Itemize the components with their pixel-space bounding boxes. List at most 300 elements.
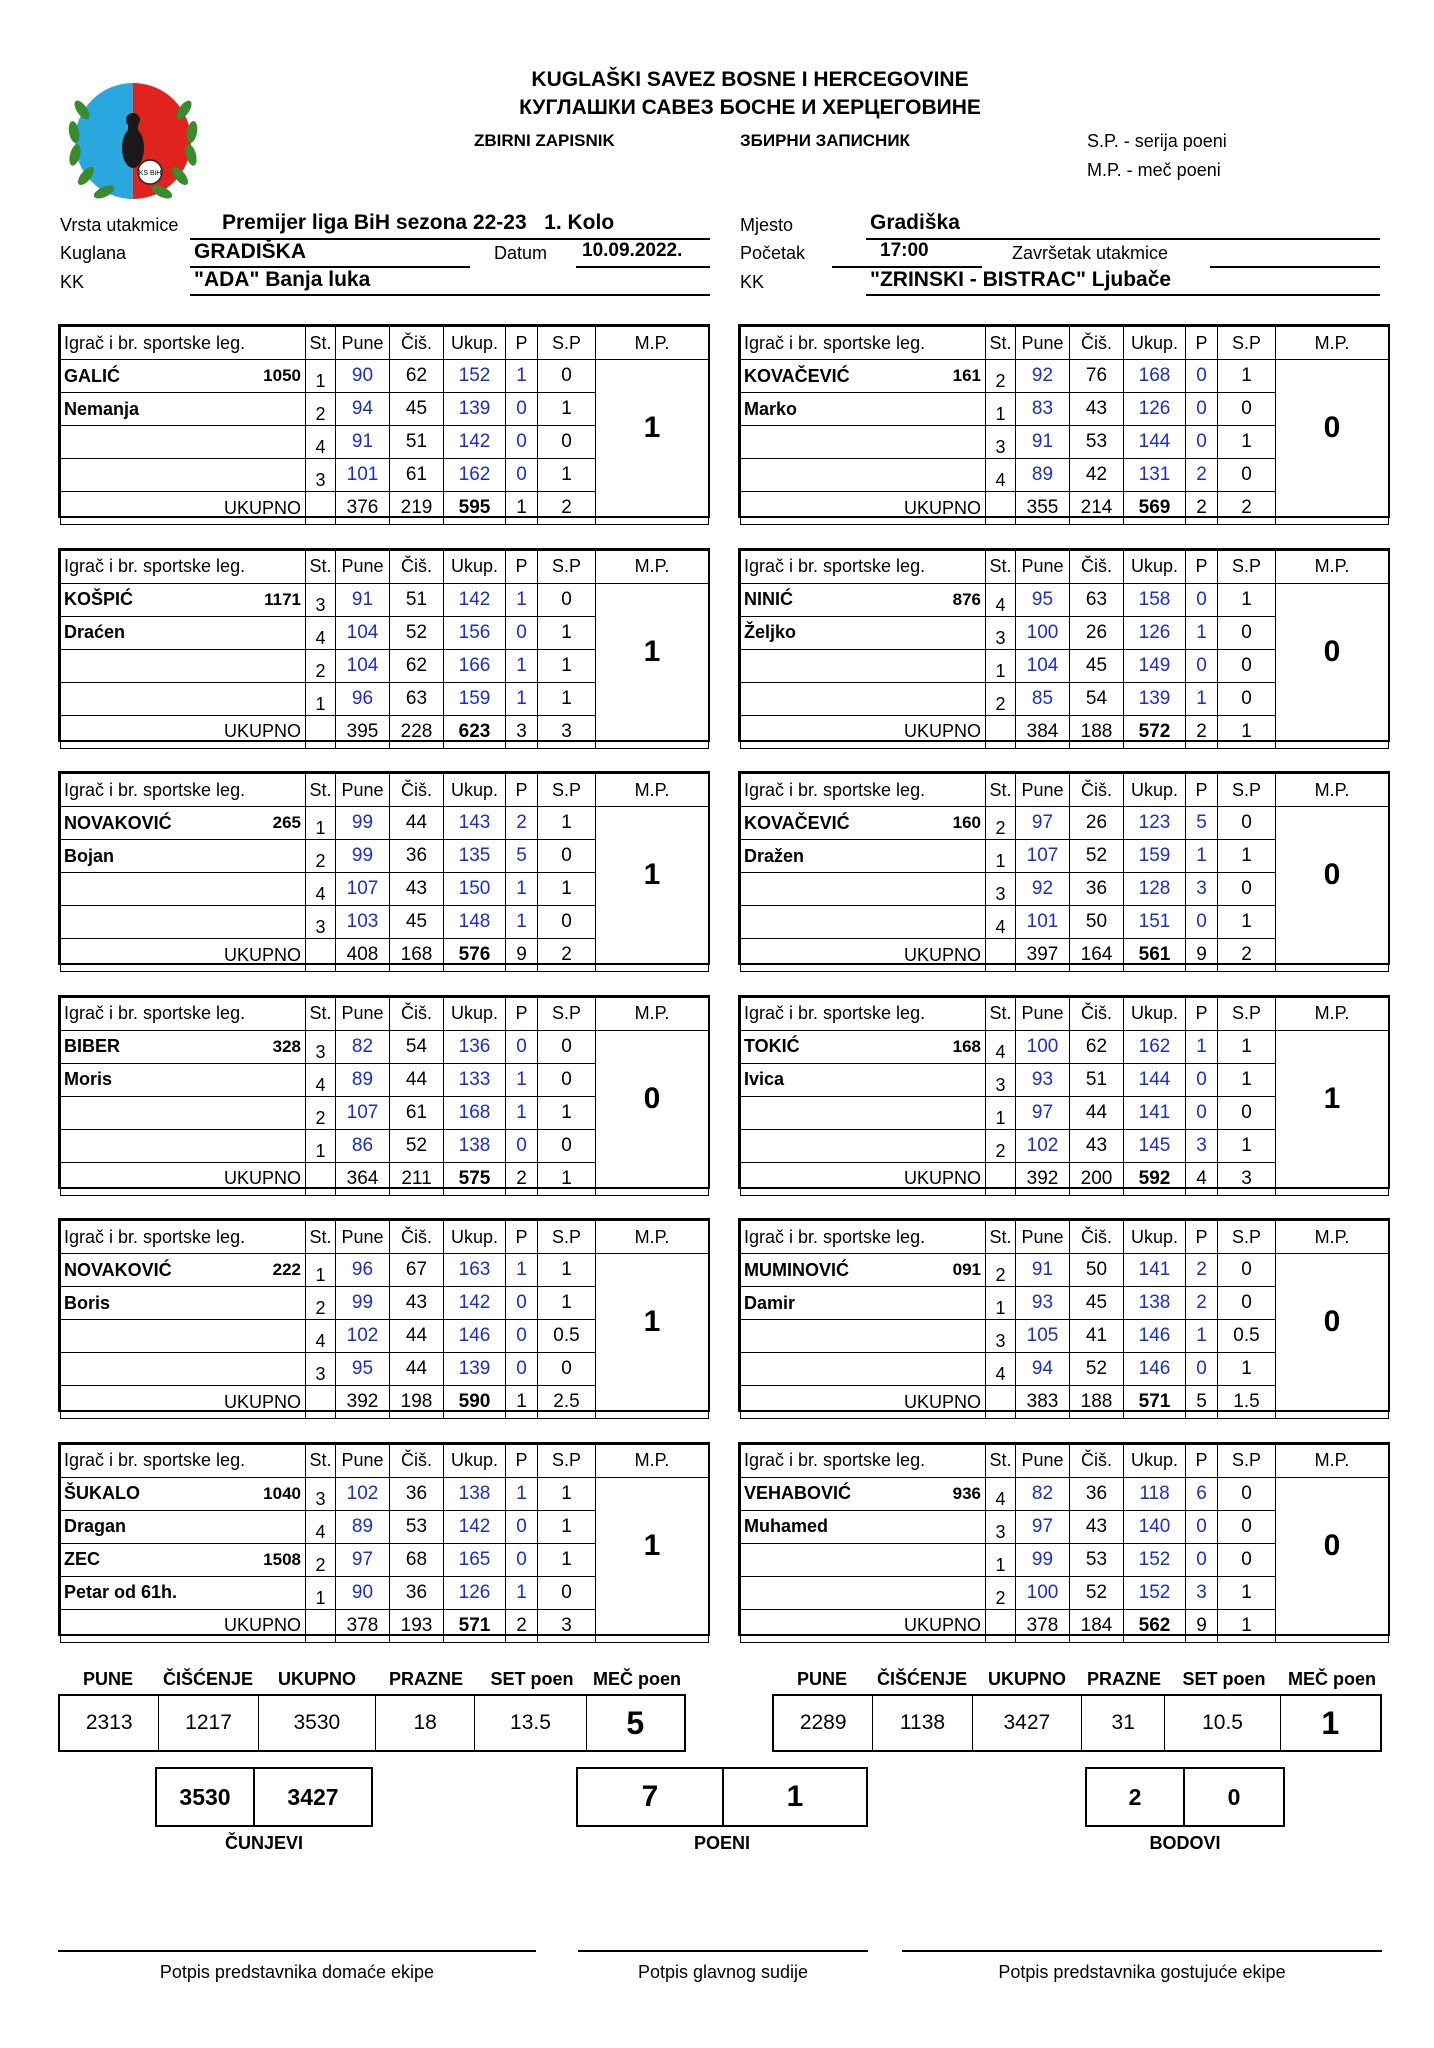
ukupno-label: UKUPNO — [61, 939, 306, 972]
total-pune: 384 — [1016, 715, 1070, 748]
mp-value: 1 — [596, 360, 709, 525]
sp-value: 1 — [1218, 1129, 1276, 1162]
col-header: Čiš. — [390, 1221, 444, 1254]
p-value: 0 — [506, 459, 538, 492]
lane-number: 4 — [986, 1030, 1016, 1063]
sp-value: 0 — [1218, 1287, 1276, 1320]
legend-sp: S.P. - serija poeni — [1087, 131, 1227, 151]
p-value: 0 — [506, 426, 538, 459]
sp-value: 1 — [1218, 1030, 1276, 1063]
ukup-value: 140 — [1124, 1510, 1186, 1543]
ukupno-label: UKUPNO — [61, 1386, 306, 1419]
ukupno-label: UKUPNO — [741, 939, 986, 972]
poeni-label: POENI — [693, 1833, 750, 1853]
ukup-value: 141 — [1124, 1254, 1186, 1287]
federation-logo — [62, 70, 204, 212]
cis-value: 45 — [1070, 649, 1124, 682]
player-block-home-3 — [58, 771, 710, 965]
mp-value: 1 — [1276, 1030, 1389, 1195]
signature-home: Potpis predstavnika domaće ekipe — [159, 1962, 435, 1982]
col-header: Pune — [336, 774, 390, 807]
col-header: Ukup. — [1124, 997, 1186, 1030]
player-surname: KOVAČEVIĆ 160 — [741, 807, 986, 840]
total-ukup: 571 — [1124, 1386, 1186, 1419]
license-number: 091 — [952, 1260, 981, 1279]
player-firstname: Draćen — [61, 616, 306, 649]
total-ukup: 595 — [444, 492, 506, 525]
sp-value: 0 — [1218, 682, 1276, 715]
signature-away: Potpis predstavnika gostujuće ekipe — [998, 1962, 1286, 1982]
p-value: 0 — [506, 1030, 538, 1063]
totals-box-home — [58, 1694, 686, 1752]
mp-value: 0 — [1276, 583, 1389, 748]
p-value: 1 — [506, 1576, 538, 1609]
cis-value: 26 — [1070, 807, 1124, 840]
total-sp: 2.5 — [538, 1386, 596, 1419]
sp-value: 0 — [538, 1129, 596, 1162]
total-blank — [986, 715, 1016, 748]
lane-number: 2 — [986, 1254, 1016, 1287]
col-header: Igrač i br. sportske leg. — [61, 774, 306, 807]
license-number: 1171 — [264, 589, 301, 609]
lane-number: 4 — [306, 873, 336, 906]
col-header: Igrač i br. sportske leg. — [741, 327, 986, 360]
mp-value: 0 — [1276, 1477, 1389, 1642]
total-pune: 376 — [336, 492, 390, 525]
p-value: 0 — [1186, 426, 1218, 459]
col-header: P — [1186, 1444, 1218, 1477]
lane-number: 1 — [986, 1543, 1016, 1576]
player-block-home-1 — [58, 324, 710, 518]
name-empty — [61, 1129, 306, 1162]
col-header: Ukup. — [1124, 1221, 1186, 1254]
lane-number: 1 — [986, 1287, 1016, 1320]
sp-value: 0 — [538, 360, 596, 393]
totals-label-away: PUNE — [796, 1669, 847, 1689]
col-header: Pune — [1016, 997, 1070, 1030]
player-surname: KOŠPIĆ 1171 — [61, 583, 306, 616]
pune-value: 101 — [1016, 906, 1070, 939]
total-cis: 193 — [390, 1609, 444, 1642]
cis-value: 50 — [1070, 1254, 1124, 1287]
cis-value: 53 — [1070, 426, 1124, 459]
total-blank — [986, 1162, 1016, 1195]
pune-value: 102 — [336, 1477, 390, 1510]
ukup-value: 163 — [444, 1254, 506, 1287]
p-value: 1 — [1186, 1030, 1218, 1063]
ukup-value: 142 — [444, 1287, 506, 1320]
col-header: Ukup. — [1124, 550, 1186, 583]
total-blank — [306, 939, 336, 972]
p-value: 5 — [506, 840, 538, 873]
col-header: Igrač i br. sportske leg. — [61, 327, 306, 360]
total-p: 1 — [506, 492, 538, 525]
cis-value: 61 — [390, 1096, 444, 1129]
lane-number: 2 — [306, 393, 336, 426]
total-sp: 1 — [1218, 1609, 1276, 1642]
cis-value: 76 — [1070, 360, 1124, 393]
player-block-away-1 — [738, 324, 1390, 518]
cunjevi-box — [155, 1767, 373, 1827]
total-p: 9 — [1186, 939, 1218, 972]
col-header: S.P — [538, 997, 596, 1030]
col-header: Igrač i br. sportske leg. — [61, 997, 306, 1030]
pune-value: 91 — [1016, 426, 1070, 459]
p-value: 0 — [1186, 360, 1218, 393]
name-empty — [741, 1353, 986, 1386]
totals-box-away — [772, 1694, 1382, 1752]
p-value: 1 — [506, 583, 538, 616]
totals-value-away: 1138 — [873, 1696, 972, 1750]
ukup-value: 136 — [444, 1030, 506, 1063]
substitute-surname: ZEC 1508 — [61, 1543, 306, 1576]
name-empty — [61, 459, 306, 492]
total-sp: 3 — [538, 715, 596, 748]
total-blank — [986, 1386, 1016, 1419]
lane-number: 3 — [306, 1030, 336, 1063]
ukup-value: 145 — [1124, 1129, 1186, 1162]
totals-value-away: 3427 — [973, 1696, 1082, 1750]
total-sp: 3 — [538, 1609, 596, 1642]
col-header: Pune — [336, 550, 390, 583]
lane-number: 2 — [986, 1576, 1016, 1609]
sp-value: 0 — [1218, 649, 1276, 682]
totals-label-home: SET poen — [490, 1669, 574, 1689]
col-header: St. — [986, 550, 1016, 583]
ukup-value: 152 — [1124, 1543, 1186, 1576]
totals-value-home: 18 — [376, 1696, 475, 1750]
total-sp: 2 — [538, 492, 596, 525]
ukup-value: 142 — [444, 426, 506, 459]
totals-value-home: 1217 — [159, 1696, 258, 1750]
sp-value: 1 — [538, 1510, 596, 1543]
name-empty — [61, 649, 306, 682]
total-blank — [306, 1609, 336, 1642]
sp-value: 0 — [1218, 807, 1276, 840]
ukup-value: 133 — [444, 1063, 506, 1096]
cis-value: 26 — [1070, 616, 1124, 649]
name-empty — [61, 873, 306, 906]
name-empty — [741, 682, 986, 715]
cis-value: 51 — [390, 426, 444, 459]
ukup-value: 150 — [444, 873, 506, 906]
sp-value: 1 — [538, 1287, 596, 1320]
col-header: Pune — [1016, 1444, 1070, 1477]
col-header: M.P. — [596, 1221, 709, 1254]
pune-value: 92 — [1016, 360, 1070, 393]
cis-value: 45 — [390, 906, 444, 939]
name-empty — [741, 426, 986, 459]
name-empty — [741, 873, 986, 906]
p-value: 0 — [506, 1353, 538, 1386]
cis-value: 52 — [390, 616, 444, 649]
col-header: St. — [986, 997, 1016, 1030]
player-block-home-4 — [58, 995, 710, 1189]
sp-value: 0 — [1218, 1477, 1276, 1510]
ukup-value: 144 — [1124, 426, 1186, 459]
totals-value-home: 2313 — [60, 1696, 159, 1750]
sp-value: 0 — [538, 906, 596, 939]
pune-value: 90 — [336, 1576, 390, 1609]
bodovi-label: BODOVI — [1149, 1833, 1221, 1853]
pune-value: 90 — [336, 360, 390, 393]
bodovi-home: 2 — [1087, 1769, 1185, 1825]
lane-number: 1 — [306, 360, 336, 393]
ukupno-label: UKUPNO — [61, 1162, 306, 1195]
ukupno-label: UKUPNO — [741, 492, 986, 525]
lane-number: 4 — [306, 1063, 336, 1096]
p-value: 1 — [506, 906, 538, 939]
player-firstname: Dražen — [741, 840, 986, 873]
lane-number: 1 — [306, 682, 336, 715]
mp-value: 1 — [596, 1254, 709, 1419]
ukup-value: 148 — [444, 906, 506, 939]
total-cis: 219 — [390, 492, 444, 525]
pune-value: 91 — [1016, 1254, 1070, 1287]
cis-value: 36 — [390, 1477, 444, 1510]
player-surname: NINIĆ 876 — [741, 583, 986, 616]
col-header: P — [506, 550, 538, 583]
col-header: S.P — [538, 327, 596, 360]
mp-value: 0 — [596, 1030, 709, 1195]
lane-number: 3 — [986, 1063, 1016, 1096]
col-header: St. — [306, 550, 336, 583]
name-empty — [741, 1096, 986, 1129]
total-sp: 1.5 — [1218, 1386, 1276, 1419]
col-header: Ukup. — [444, 550, 506, 583]
sp-value: 1 — [1218, 906, 1276, 939]
totals-label-away: ČIŠĆENJE — [876, 1669, 968, 1689]
pocetak-value: 17:00 — [880, 240, 929, 261]
pune-value: 92 — [1016, 873, 1070, 906]
lane-number: 3 — [986, 1320, 1016, 1353]
col-header: Ukup. — [444, 997, 506, 1030]
total-pune: 397 — [1016, 939, 1070, 972]
pune-value: 95 — [336, 1353, 390, 1386]
pune-value: 100 — [1016, 616, 1070, 649]
cis-value: 36 — [1070, 873, 1124, 906]
ukup-value: 142 — [444, 1510, 506, 1543]
license-number: 222 — [272, 1260, 301, 1279]
col-header: Igrač i br. sportske leg. — [741, 774, 986, 807]
col-header: Igrač i br. sportske leg. — [741, 1221, 986, 1254]
mp-value: 0 — [1276, 360, 1389, 525]
lane-number: 3 — [986, 873, 1016, 906]
ukup-value: 135 — [444, 840, 506, 873]
col-header: M.P. — [596, 774, 709, 807]
cis-value: 53 — [1070, 1543, 1124, 1576]
cis-value: 43 — [1070, 1510, 1124, 1543]
player-block-away-6 — [738, 1442, 1390, 1636]
cis-value: 36 — [390, 1576, 444, 1609]
ukup-value: 159 — [444, 682, 506, 715]
p-value: 2 — [1186, 1287, 1218, 1320]
sp-value: 0.5 — [1218, 1320, 1276, 1353]
poeni-box — [576, 1767, 868, 1827]
total-p: 1 — [506, 1386, 538, 1419]
pune-value: 83 — [1016, 393, 1070, 426]
col-header: Pune — [336, 327, 390, 360]
p-value: 0 — [1186, 1063, 1218, 1096]
col-header: M.P. — [596, 550, 709, 583]
col-header: Čiš. — [1070, 327, 1124, 360]
lane-number: 3 — [306, 583, 336, 616]
subtitle-cyrillic: ЗБИРНИ ЗАПИСНИК — [740, 131, 910, 150]
col-header: P — [1186, 550, 1218, 583]
col-header: Čiš. — [390, 1444, 444, 1477]
total-cis: 211 — [390, 1162, 444, 1195]
total-sp: 1 — [1218, 715, 1276, 748]
pune-value: 85 — [1016, 682, 1070, 715]
ukup-value: 146 — [1124, 1320, 1186, 1353]
bodovi-box — [1085, 1767, 1285, 1827]
cis-value: 62 — [390, 649, 444, 682]
col-header: Pune — [1016, 327, 1070, 360]
ukupno-label: UKUPNO — [61, 492, 306, 525]
kk-away-label: KK — [740, 272, 765, 292]
lane-number: 2 — [306, 1287, 336, 1320]
sp-value: 0 — [538, 840, 596, 873]
ukup-value: 131 — [1124, 459, 1186, 492]
total-blank — [986, 492, 1016, 525]
ukup-value: 143 — [444, 807, 506, 840]
pune-value: 91 — [336, 583, 390, 616]
ukup-value: 162 — [1124, 1030, 1186, 1063]
p-value: 1 — [1186, 682, 1218, 715]
totals-label-home: UKUPNO — [277, 1669, 356, 1689]
col-header: Čiš. — [1070, 997, 1124, 1030]
sp-value: 0 — [538, 1576, 596, 1609]
lane-number: 2 — [986, 360, 1016, 393]
col-header: Ukup. — [444, 1444, 506, 1477]
col-header: M.P. — [596, 327, 709, 360]
sp-value: 1 — [538, 616, 596, 649]
legend-mp: M.P. - meč poeni — [1087, 160, 1221, 180]
license-number: 876 — [952, 589, 981, 609]
name-empty — [61, 682, 306, 715]
mp-value: 0 — [1276, 807, 1389, 972]
zavrsetak-label: Završetak utakmice — [1012, 243, 1169, 263]
sp-value: 0 — [1218, 616, 1276, 649]
ukup-value: 144 — [1124, 1063, 1186, 1096]
sp-value: 1 — [538, 1543, 596, 1576]
total-sp: 2 — [538, 939, 596, 972]
lane-number: 3 — [306, 459, 336, 492]
total-sp: 2 — [1218, 939, 1276, 972]
total-p: 2 — [506, 1609, 538, 1642]
sp-value: 0 — [1218, 1096, 1276, 1129]
pune-value: 102 — [1016, 1129, 1070, 1162]
lane-number: 4 — [986, 906, 1016, 939]
totals-value-home: 5 — [626, 1704, 645, 1741]
col-header: S.P — [538, 774, 596, 807]
col-header: S.P — [538, 1444, 596, 1477]
p-value: 1 — [1186, 616, 1218, 649]
p-value: 1 — [506, 1254, 538, 1287]
total-pune: 408 — [336, 939, 390, 972]
sp-value: 1 — [1218, 1063, 1276, 1096]
lane-number: 1 — [306, 1129, 336, 1162]
total-cis: 188 — [1070, 1386, 1124, 1419]
pocetak-label: Početak — [740, 243, 806, 263]
lane-number: 1 — [306, 807, 336, 840]
pune-value: 91 — [336, 426, 390, 459]
p-value: 2 — [1186, 459, 1218, 492]
total-blank — [986, 1609, 1016, 1642]
player-firstname: Nemanja — [61, 393, 306, 426]
ukup-value: 126 — [1124, 393, 1186, 426]
lane-number: 3 — [986, 426, 1016, 459]
ukup-value: 158 — [1124, 583, 1186, 616]
col-header: Pune — [336, 1221, 390, 1254]
ukupno-label: UKUPNO — [741, 715, 986, 748]
player-surname: KOVAČEVIĆ 161 — [741, 360, 986, 393]
ukup-value: 138 — [444, 1129, 506, 1162]
p-value: 2 — [1186, 1254, 1218, 1287]
lane-number: 1 — [986, 393, 1016, 426]
pune-value: 99 — [1016, 1543, 1070, 1576]
ukup-value: 149 — [1124, 649, 1186, 682]
lane-number: 2 — [306, 840, 336, 873]
cis-value: 43 — [390, 1287, 444, 1320]
col-header: P — [506, 1444, 538, 1477]
sp-value: 0 — [1218, 873, 1276, 906]
pune-value: 100 — [1016, 1576, 1070, 1609]
sp-value: 0 — [538, 1353, 596, 1386]
substitute-license: 1508 — [263, 1549, 301, 1569]
sp-value: 0.5 — [538, 1320, 596, 1353]
cis-value: 44 — [390, 1353, 444, 1386]
col-header: S.P — [538, 1221, 596, 1254]
cis-value: 45 — [390, 393, 444, 426]
col-header: P — [506, 327, 538, 360]
totals-label-home: ČIŠĆENJE — [162, 1669, 254, 1689]
name-empty — [61, 1320, 306, 1353]
ukup-value: 162 — [444, 459, 506, 492]
pune-value: 107 — [336, 873, 390, 906]
col-header: Igrač i br. sportske leg. — [61, 1221, 306, 1254]
title-cyrillic: КУГЛАШКИ САВЕЗ БОСНЕ И ХЕРЦЕГОВИНЕ — [519, 96, 981, 119]
player-surname: NOVAKOVIĆ 265 — [61, 807, 306, 840]
ukup-value: 146 — [1124, 1353, 1186, 1386]
col-header: St. — [306, 1444, 336, 1477]
totals-label-home: PUNE — [82, 1669, 133, 1689]
col-header: Čiš. — [390, 774, 444, 807]
cis-value: 41 — [1070, 1320, 1124, 1353]
col-header: St. — [306, 1221, 336, 1254]
pune-value: 97 — [336, 1543, 390, 1576]
datum-value: 10.09.2022. — [582, 240, 683, 261]
ukupno-label: UKUPNO — [741, 1162, 986, 1195]
lane-number: 2 — [986, 1129, 1016, 1162]
player-block-away-2 — [738, 548, 1390, 742]
ukup-value: 156 — [444, 616, 506, 649]
p-value: 0 — [506, 616, 538, 649]
pune-value: 89 — [1016, 459, 1070, 492]
col-header: M.P. — [1276, 1221, 1389, 1254]
name-empty — [741, 649, 986, 682]
name-empty — [741, 1320, 986, 1353]
lane-number: 2 — [306, 649, 336, 682]
sp-value: 0 — [1218, 1254, 1276, 1287]
total-pune: 395 — [336, 715, 390, 748]
col-header: Pune — [1016, 774, 1070, 807]
sp-value: 1 — [538, 459, 596, 492]
ukup-value: 138 — [1124, 1287, 1186, 1320]
total-p: 2 — [506, 1162, 538, 1195]
vrsta-label: Vrsta utakmice — [60, 215, 179, 235]
kk-home-value: "ADA" Banja luka — [194, 268, 371, 291]
